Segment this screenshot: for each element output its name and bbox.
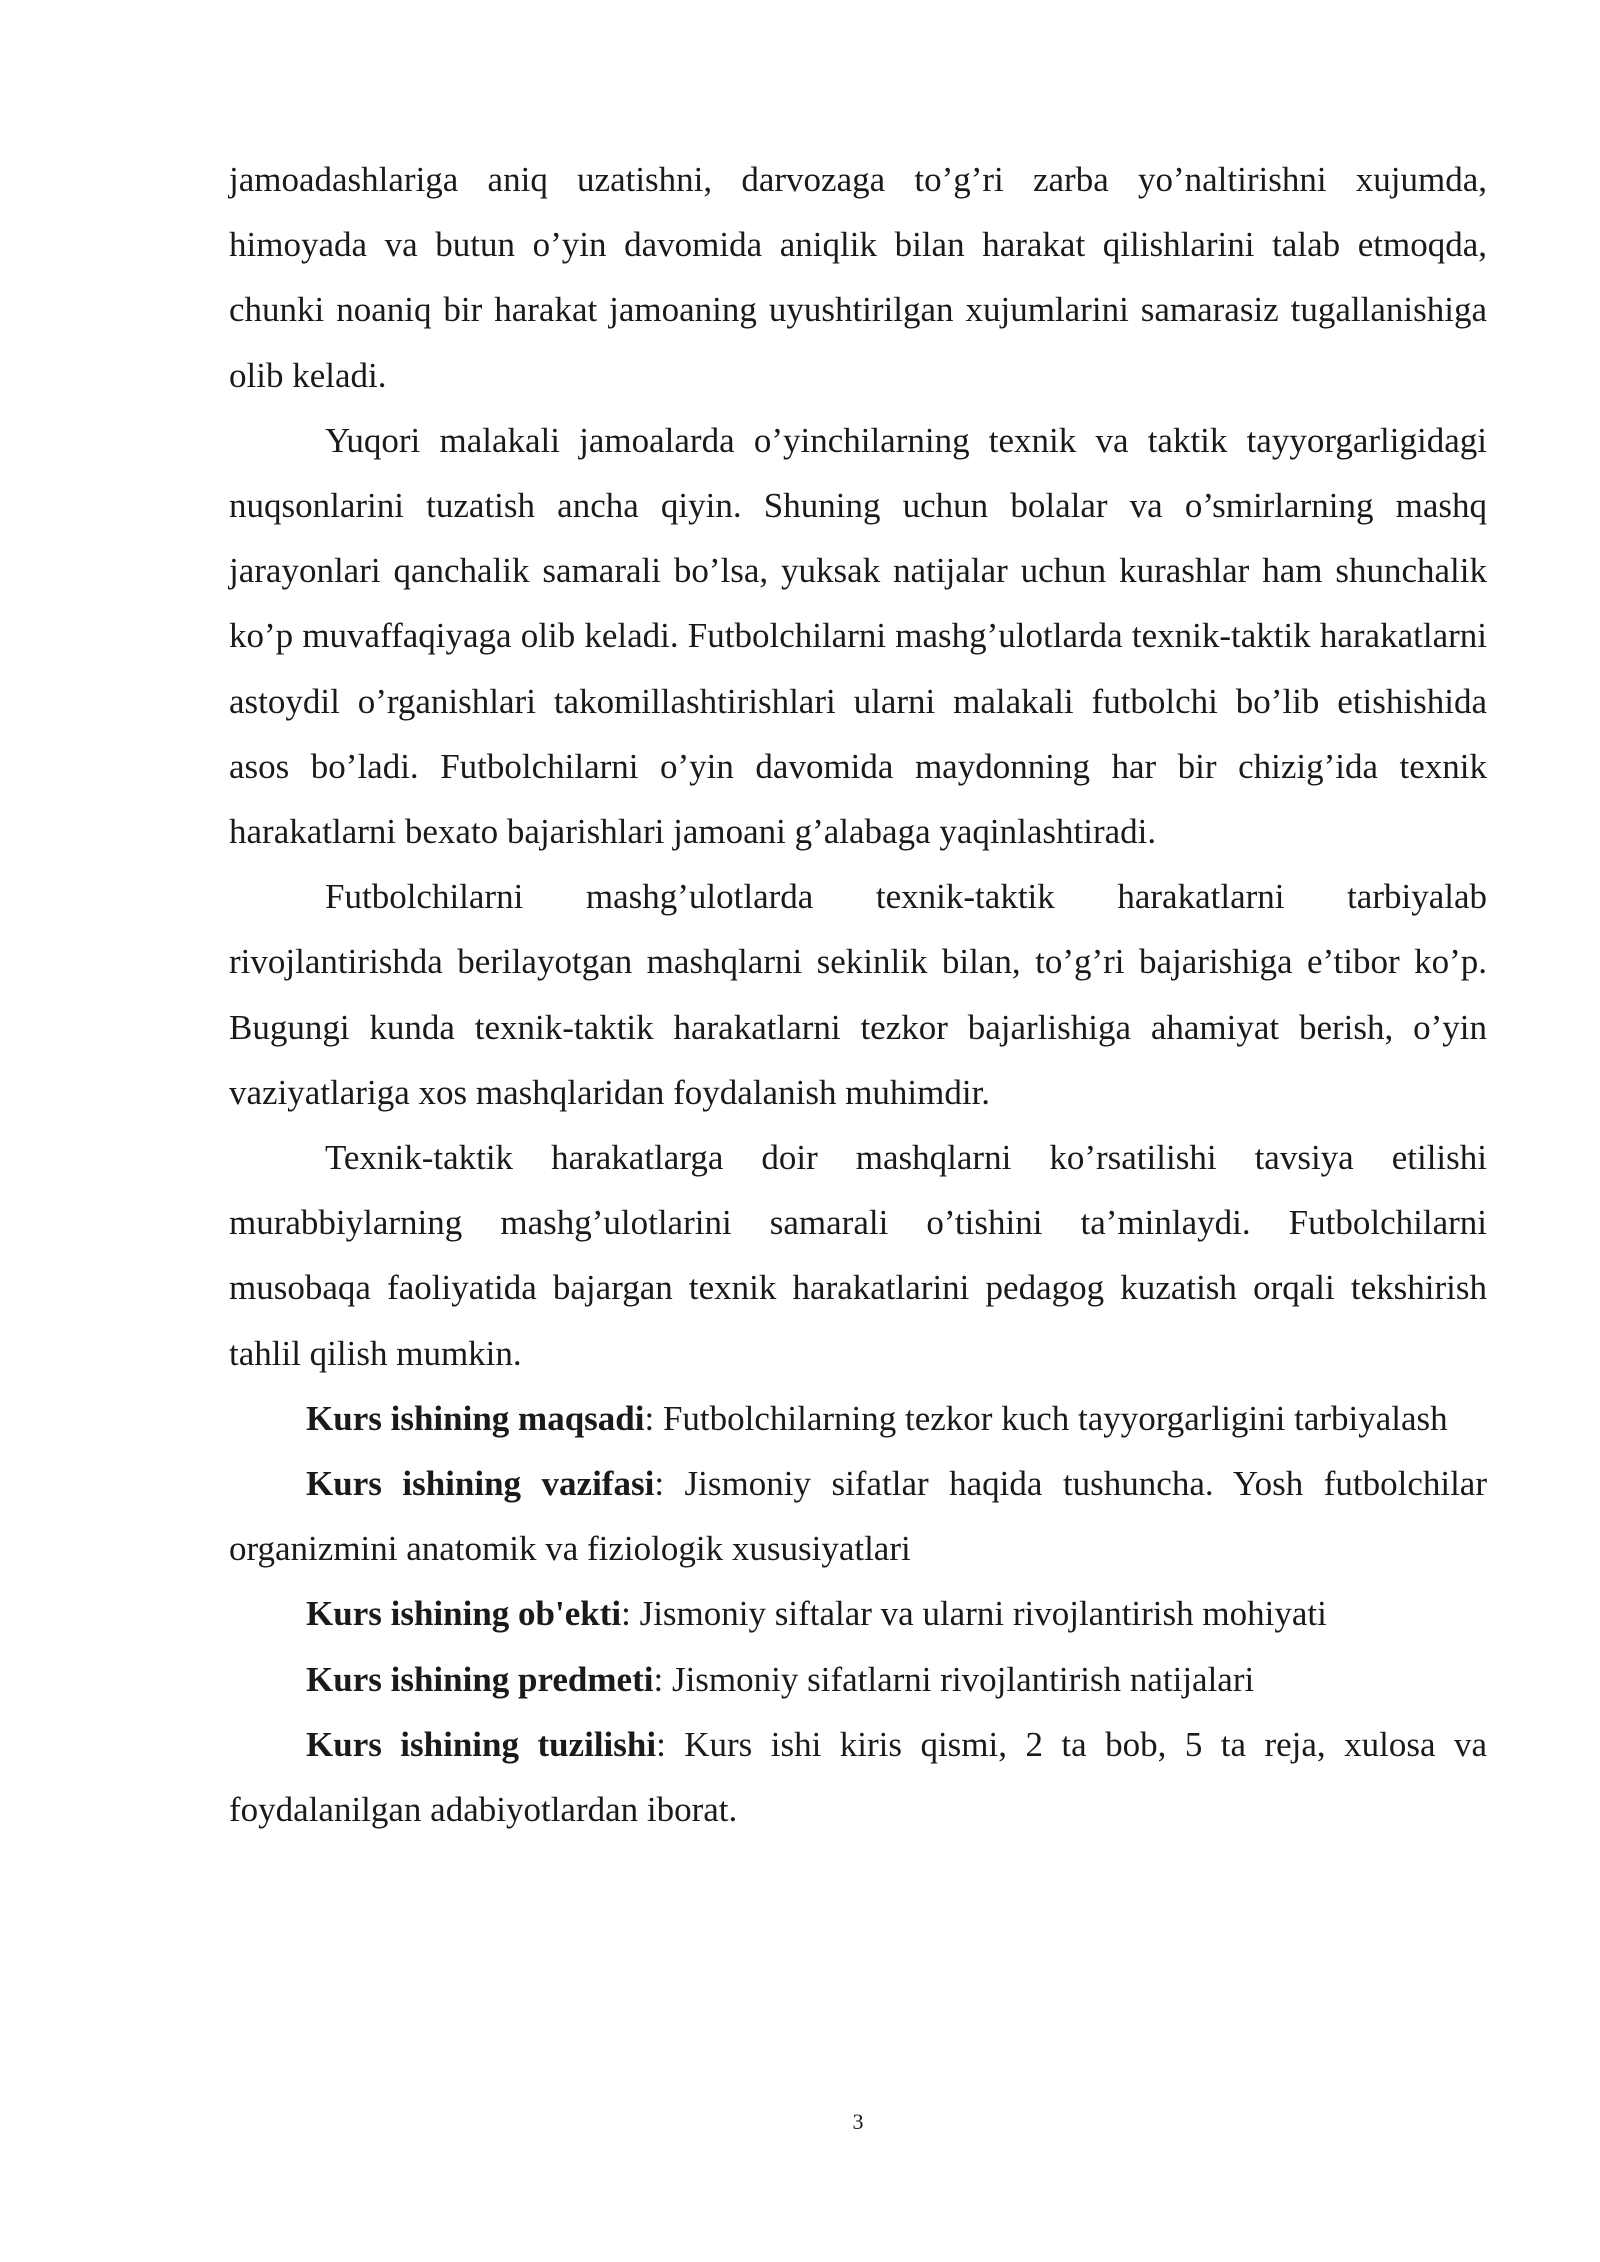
section-obekti bbox=[229, 1581, 1487, 1646]
section-label: Kurs ishining tuzilishi bbox=[306, 1724, 657, 1764]
paragraph: jamoadashlariga aniq uzatishni, darvozaga to’g’ri zarba yo’naltirishni xujumda, himoyada va butun o’yin davomida aniqlik bilan harakat qilishlarini talab etmoqda, chunki noaniq bir harakat jamoaning uyushtirilgan xujumlarini samarasiz tugallanishiga olib keladi. bbox=[229, 160, 1487, 395]
section-text: : Jismoniy sifatlar haqida tushuncha. Yosh futbolchilar organizmini anatomik va fiziologik xususiyatlari bbox=[229, 1464, 1487, 1569]
body-text bbox=[229, 147, 1487, 1842]
section-label: Kurs ishining maqsadi bbox=[306, 1398, 645, 1438]
section-label: Kurs ishining vazifasi bbox=[306, 1464, 655, 1504]
section-text: : Jismoniy siftalar va ularni rivojlantirish mohiyati bbox=[621, 1594, 1327, 1634]
section-text: : Jismoniy sifatlarni rivojlantirish natijalari bbox=[653, 1659, 1255, 1699]
section-maqsadi bbox=[229, 1386, 1487, 1451]
page-number: 3 bbox=[852, 2109, 864, 2134]
paragraph: Texnik-taktik harakatlarga doir mashqlarni ko’rsatilishi tavsiya etilishi murabbiylarning mashg’ulotlarini samarali o’tishini ta’minlaydi. Futbolchilarni musobaqa faoliyatida bajargan texnik harakatlarini pedagog kuzatish orqali tekshirish tahlil qilish mumkin. bbox=[229, 1138, 1487, 1373]
paragraph: Yuqori malakali jamoalarda o’yinchilarning texnik va taktik tayyorgarligidagi nuqsonlarini tuzatish ancha qiyin. Shuning uchun bolalar va o’smirlarning mashq jarayonlari qanchalik samarali bo’lsa, yuksak natijalar uchun kurashlar ham shunchalik ko’p muvaffaqiyaga olib keladi. Futbolchilarni mashg’ulotlarda texnik-taktik harakatlarni astoydil o’rganishlari takomillashtirishlari ularni malakali futbolchi bo’lib etishishida asos bo’ladi. Futbolchilarni o’yin davomida maydonning har bir chizig’ida texnik harakatlarni bexato bajarishlari jamoani g’alabaga yaqinlashtiradi. bbox=[229, 420, 1487, 852]
section-vazifasi bbox=[229, 1451, 1487, 1581]
section-text: : Kurs ishi kiris qismi, 2 ta bob, 5 ta reja, xulosa va foydalanilgan adabiyotlardan iborat. bbox=[229, 1724, 1487, 1830]
section-tuzilishi bbox=[229, 1712, 1487, 1842]
section-label: Kurs ishining ob'ekti bbox=[306, 1594, 622, 1634]
paragraph: Futbolchilarni mashg’ulotlarda texnik-taktik harakatlarni tarbiyalab rivojlantirishda berilayotgan mashqlarni sekinlik bilan, to’g’ri bajarishiga e’tibor ko’p. Bugungi kunda texnik-taktik harakatlarni tezkor bajarlishiga ahamiyat berish, o’yin vaziyatlariga xos mashqlaridan foydalanish muhimdir. bbox=[229, 877, 1487, 1112]
section-label: Kurs ishining predmeti bbox=[306, 1659, 654, 1699]
section-predmeti bbox=[229, 1647, 1487, 1712]
section-text: : Futbolchilarning tezkor kuch tayyorgarligini tarbiyalash bbox=[644, 1398, 1448, 1438]
